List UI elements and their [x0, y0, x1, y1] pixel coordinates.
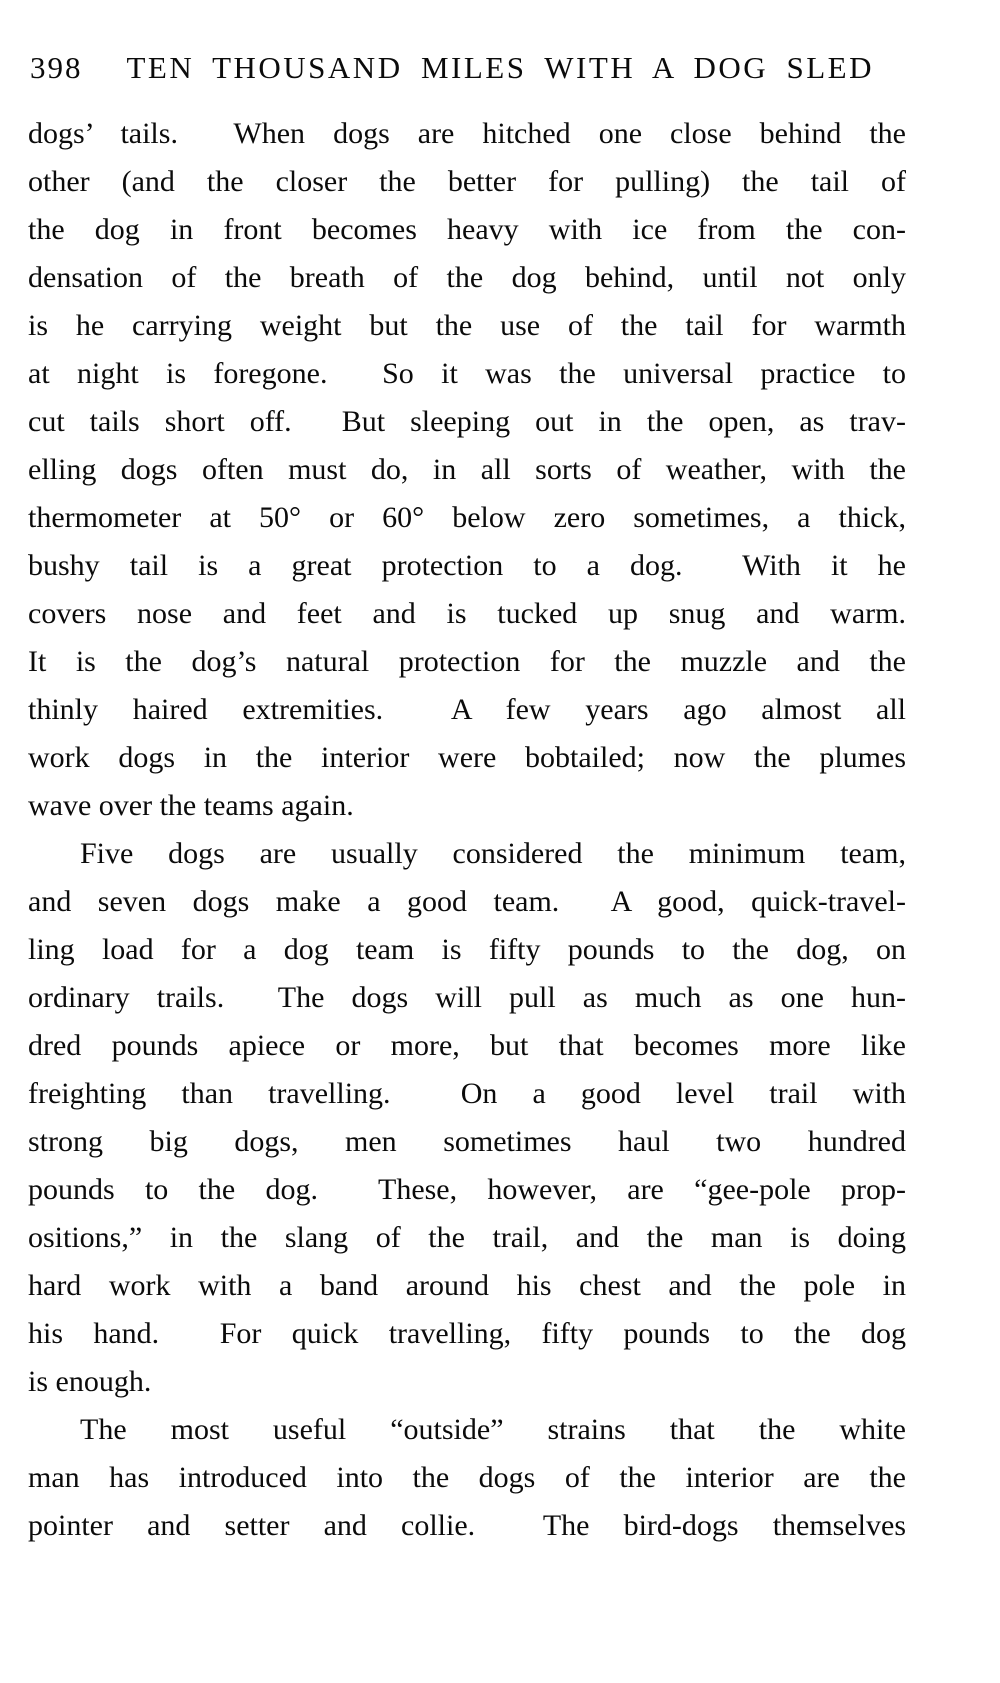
text-line: cut tails short off. But sleeping out in the open, as trav- — [28, 405, 906, 438]
text-line: work dogs in the interior were bobtailed; now the plumes — [28, 741, 906, 774]
paragraph — [28, 1406, 906, 1550]
text-line: It is the dog’s natural protection for the muzzle and the — [28, 645, 906, 678]
text-line: strong big dogs, men sometimes haul two hundred — [28, 1125, 906, 1158]
text-line: bushy tail is a great protection to a dog. With it he — [28, 549, 906, 582]
text-line: densation of the breath of the dog behind, until not only — [28, 261, 906, 294]
text-line: his hand. For quick travelling, fifty pounds to the dog — [28, 1317, 906, 1350]
text-line: dred pounds apiece or more, but that becomes more like — [28, 1029, 906, 1062]
running-title: TEN THOUSAND MILES WITH A DOG SLED — [126, 50, 874, 85]
text-line: is enough. — [28, 1365, 152, 1398]
text-line: The most useful “outside” strains that the white — [80, 1413, 906, 1446]
paragraph — [28, 110, 906, 830]
text-line: pounds to the dog. These, however, are “gee-pole prop- — [28, 1173, 906, 1206]
text-line: thermometer at 50° or 60° below zero sometimes, a thick, — [28, 501, 906, 534]
text-line: and seven dogs make a good team. A good, quick-travel- — [28, 885, 906, 918]
page-body — [28, 110, 906, 1550]
page-header — [30, 50, 874, 86]
text-line: ling load for a dog team is fifty pounds to the dog, on — [28, 933, 906, 966]
page-number: 398 — [30, 50, 83, 85]
text-line: freighting than travelling. On a good level trail with — [28, 1077, 906, 1110]
text-line: hard work with a band around his chest and the pole in — [28, 1269, 906, 1302]
text-line: covers nose and feet and is tucked up snug and warm. — [28, 597, 906, 630]
text-line: is he carrying weight but the use of the tail for warmth — [28, 309, 906, 342]
text-line: wave over the teams again. — [28, 789, 354, 822]
text-line: at night is foregone. So it was the universal practice to — [28, 357, 906, 390]
text-line: thinly haired extremities. A few years ago almost all — [28, 693, 906, 726]
text-line: ositions,” in the slang of the trail, and the man is doing — [28, 1221, 906, 1254]
text-line: other (and the closer the better for pulling) the tail of — [28, 165, 906, 198]
text-line: ordinary trails. The dogs will pull as much as one hun- — [28, 981, 906, 1014]
paragraph — [28, 830, 906, 1406]
text-line: pointer and setter and collie. The bird-dogs themselves — [28, 1509, 906, 1542]
text-line: the dog in front becomes heavy with ice from the con- — [28, 213, 906, 246]
text-line: man has introduced into the dogs of the interior are the — [28, 1461, 906, 1494]
text-line: elling dogs often must do, in all sorts of weather, with the — [28, 453, 906, 486]
text-line: Five dogs are usually considered the minimum team, — [80, 837, 906, 870]
text-line: dogs’ tails. When dogs are hitched one close behind the — [28, 117, 906, 150]
